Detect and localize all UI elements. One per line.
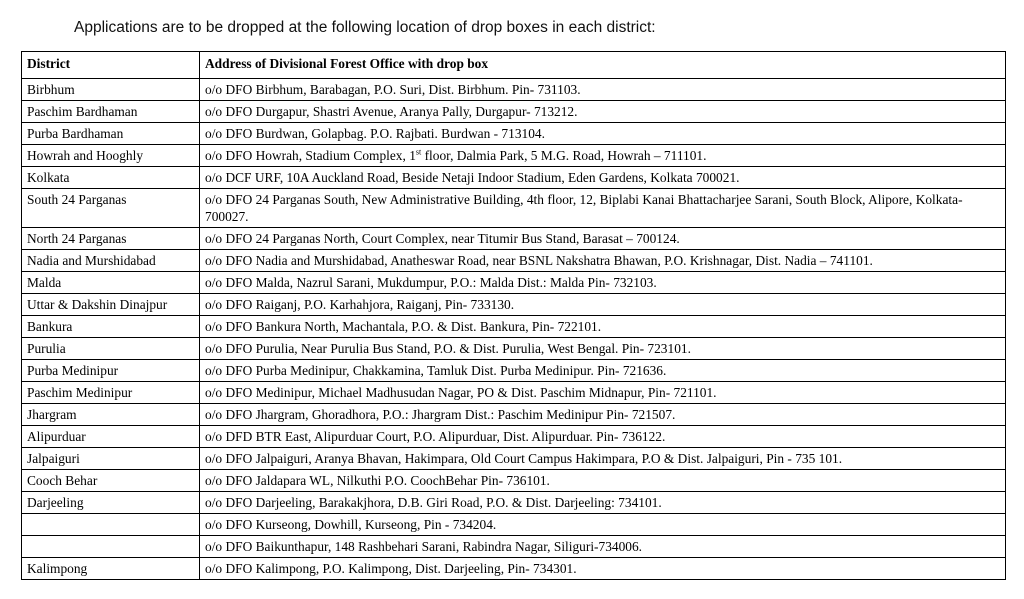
address-cell: o/o DFO Baikunthapur, 148 Rashbehari Sarani, Rabindra Nagar, Siliguri-734006. [200,536,1006,558]
address-text-start: o/o DFO Howrah, Stadium Complex, 1 [205,148,416,163]
table-row [22,338,1006,360]
table-row [22,228,1006,250]
ordinal-superscript: st [415,147,422,157]
intro-text: Applications are to be dropped at the following location of drop boxes in each district: [74,19,656,36]
district-cell-darjeeling: Darjeeling [22,492,200,514]
district-cell: Purulia [22,338,200,360]
address-cell: o/o DFO Medinipur, Michael Madhusudan Nagar, PO & Dist. Paschim Midnapur, Pin- 721101. [200,382,1006,404]
table-row [22,492,1006,514]
address-cell: o/o DFO Kurseong, Dowhill, Kurseong, Pin - 734204. [200,514,1006,536]
address-cell: o/o DFO 24 Parganas North, Court Complex, near Titumir Bus Stand, Barasat – 700124. [200,228,1006,250]
address-cell: o/o DFO Burdwan, Golapbag. P.O. Rajbati. Burdwan - 713104. [200,123,1006,145]
table-header-row [22,52,1006,79]
table-row [22,79,1006,101]
address-cell: o/o DFO Purba Medinipur, Chakkamina, Tamluk Dist. Purba Medinipur. Pin- 721636. [200,360,1006,382]
address-cell: o/o DFO Bankura North, Machantala, P.O. & Dist. Bankura, Pin- 722101. [200,316,1006,338]
address-cell: o/o DFO Kalimpong, P.O. Kalimpong, Dist. Darjeeling, Pin- 734301. [200,558,1006,580]
district-cell: Alipurduar [22,426,200,448]
drop-box-table [21,51,1006,580]
table-row [22,250,1006,272]
address-cell: o/o DFO Jalpaiguri, Aranya Bhavan, Hakimpara, Old Court Campus Hakimpara, P.O & Dist. Jalpaiguri, Pin - 735 101. [200,448,1006,470]
table-row [22,558,1006,580]
table-row [22,404,1006,426]
district-cell-empty [22,514,200,536]
district-cell: Kolkata [22,167,200,189]
table-row [22,382,1006,404]
address-cell: o/o DFO Jhargram, Ghoradhora, P.O.: Jhargram Dist.: Paschim Medinipur Pin- 721507. [200,404,1006,426]
table-row [22,145,1006,167]
district-cell: Paschim Medinipur [22,382,200,404]
district-cell: Kalimpong [22,558,200,580]
address-cell: o/o DFO Jaldapara WL, Nilkuthi P.O. CoochBehar Pin- 736101. [200,470,1006,492]
district-cell: South 24 Parganas [22,189,200,228]
district-cell: Jhargram [22,404,200,426]
district-cell: Uttar & Dakshin Dinajpur [22,294,200,316]
district-cell: North 24 Parganas [22,228,200,250]
address-cell: o/o DFO Nadia and Murshidabad, Anatheswar Road, near BSNL Nakshatra Bhawan, P.O. Krishnagar, Dist. Nadia – 741101. [200,250,1006,272]
table-row [22,167,1006,189]
district-cell: Paschim Bardhaman [22,101,200,123]
district-cell: Malda [22,272,200,294]
district-column-header: District [22,52,200,79]
address-cell: o/o DFO Darjeeling, Barakakjhora, D.B. Giri Road, P.O. & Dist. Darjeeling: 734101. [200,492,1006,514]
address-cell: o/o DCF URF, 10A Auckland Road, Beside Netaji Indoor Stadium, Eden Gardens, Kolkata 700021. [200,167,1006,189]
table-row [22,316,1006,338]
district-cell: Bankura [22,316,200,338]
district-cell: Cooch Behar [22,470,200,492]
table-row [22,360,1006,382]
district-cell: Jalpaiguri [22,448,200,470]
table-row [22,470,1006,492]
district-cell: Birbhum [22,79,200,101]
address-cell: o/o DFO 24 Parganas South, New Administrative Building, 4th floor, 12, Biplabi Kanai Bhattacharjee Sarani, South Block, Alipore, Kolkata-700027. [200,189,1006,228]
table-row [22,536,1006,558]
address-cell [200,145,1006,167]
district-cell: Purba Bardhaman [22,123,200,145]
district-cell: Nadia and Murshidabad [22,250,200,272]
district-cell-empty [22,536,200,558]
address-cell: o/o DFO Malda, Nazrul Sarani, Mukdumpur, P.O.: Malda Dist.: Malda Pin- 732103. [200,272,1006,294]
table-row [22,426,1006,448]
table-row [22,101,1006,123]
table-row [22,294,1006,316]
table-row [22,514,1006,536]
table-row [22,272,1006,294]
table-row [22,189,1006,228]
address-text-end: floor, Dalmia Park, 5 M.G. Road, Howrah – 711101. [421,148,707,163]
table-row [22,448,1006,470]
address-cell: o/o DFO Purulia, Near Purulia Bus Stand, P.O. & Dist. Purulia, West Bengal. Pin- 723101. [200,338,1006,360]
address-cell: o/o DFD BTR East, Alipurduar Court, P.O. Alipurduar, Dist. Alipurduar. Pin- 736122. [200,426,1006,448]
address-cell: o/o DFO Durgapur, Shastri Avenue, Aranya Pally, Durgapur- 713212. [200,101,1006,123]
district-cell: Howrah and Hooghly [22,145,200,167]
district-cell: Purba Medinipur [22,360,200,382]
address-cell: o/o DFO Raiganj, P.O. Karhahjora, Raiganj, Pin- 733130. [200,294,1006,316]
table-row [22,123,1006,145]
address-column-header: Address of Divisional Forest Office with drop box [200,52,1006,79]
address-cell: o/o DFO Birbhum, Barabagan, P.O. Suri, Dist. Birbhum. Pin- 731103. [200,79,1006,101]
